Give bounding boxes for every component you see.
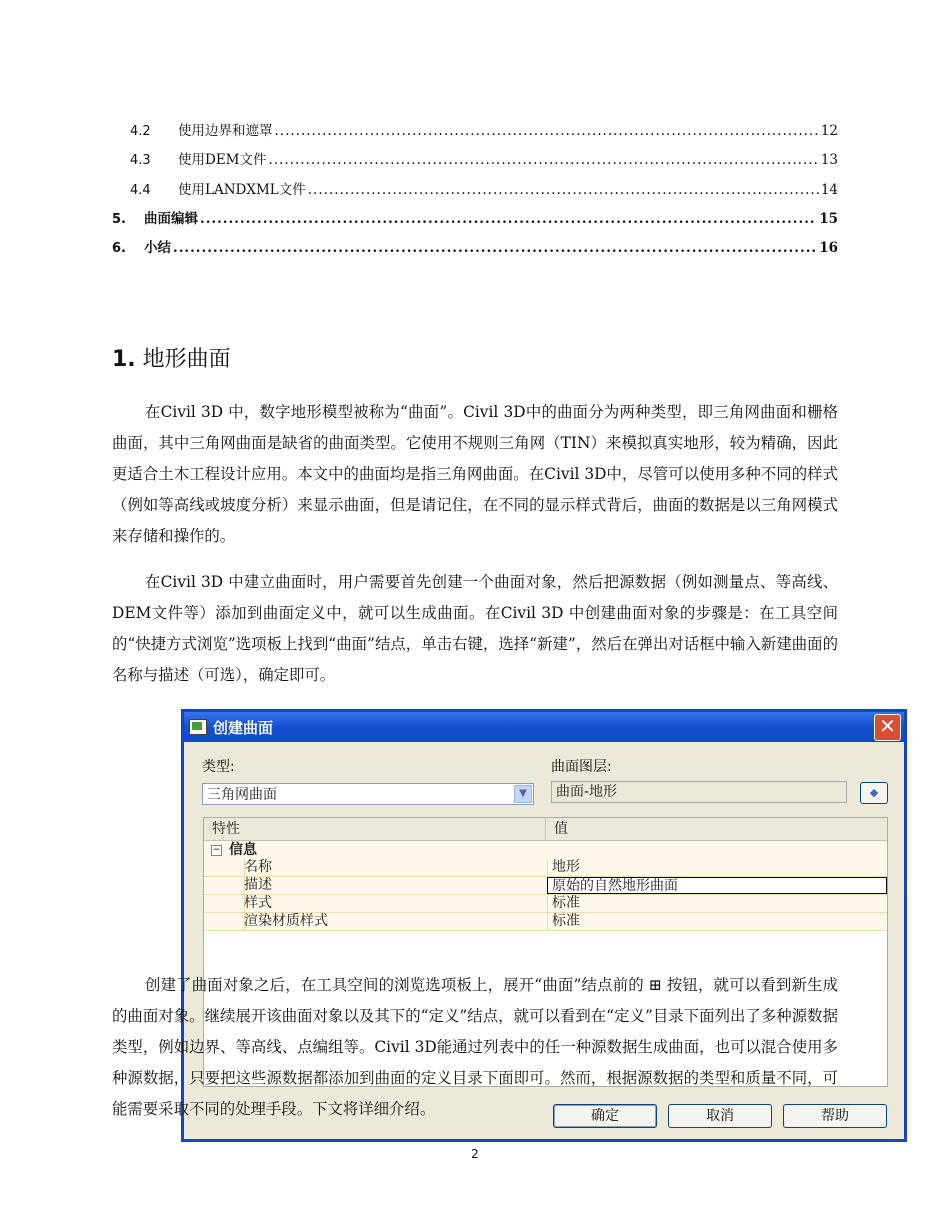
toc-number: 6. — [112, 241, 126, 256]
layer-picker-icon: ◆ — [869, 786, 879, 799]
app-icon — [189, 719, 207, 735]
type-select-value: 三角网曲面 — [207, 787, 277, 803]
toc-number: 4.2 — [130, 124, 151, 139]
column-header-property[interactable]: 特性 — [204, 818, 546, 840]
toc-leader — [173, 240, 817, 256]
column-header-value[interactable]: 值 — [554, 821, 568, 837]
help-button[interactable]: 帮助 — [783, 1104, 887, 1128]
layer-picker-button[interactable] — [860, 782, 888, 804]
toc-entry[interactable] — [112, 119, 838, 139]
toc-leader — [308, 182, 819, 198]
toc-leader — [200, 211, 817, 227]
toc-title: 使用DEM文件 — [178, 152, 267, 168]
property-value-editor[interactable]: 原始的自然地形曲面 — [547, 877, 887, 894]
cancel-button[interactable]: 取消 — [668, 1104, 772, 1128]
property-row[interactable] — [204, 913, 887, 931]
property-name: 名称 — [244, 859, 272, 875]
section-number: 1. — [112, 347, 136, 372]
property-row[interactable] — [204, 859, 887, 877]
property-value[interactable]: 标准 — [547, 913, 887, 930]
chevron-down-icon[interactable]: ▼ — [514, 785, 532, 803]
dialog-title: 创建曲面 — [213, 718, 274, 737]
category-label: 信息 — [229, 842, 257, 858]
paragraph-intro: 在Civil 3D 中，数字地形模型被称为“曲面”。Civil 3D中的曲面分为两种类型，即三角网曲面和栅格曲面，其中三角网曲面是缺省的曲面类型。它使用不规则三角网（TIN）来模拟真实地形，较为精确，因此更适合土木工程设计应用。本文中的曲面均是指三角网曲面。在Civil 3D中，尽管可以使用多种不同的样式（例如等高线或坡度分析）来显示曲面，但是请记住，在不同的显示样式背后，曲面的数据是以三角网模式来存储和操作的。 — [112, 403, 838, 545]
page-number: 2 — [471, 1147, 479, 1161]
toc-page: 15 — [819, 211, 838, 227]
section-heading — [112, 342, 231, 373]
property-row[interactable] — [204, 877, 887, 895]
layer-field — [551, 781, 847, 803]
toc-title: 曲面编辑 — [144, 211, 198, 227]
toc-entry[interactable] — [112, 236, 838, 256]
toc-title: 使用LANDXML文件 — [178, 182, 306, 198]
toc-page: 16 — [819, 240, 838, 256]
toc-page: 12 — [820, 123, 838, 139]
type-select[interactable] — [202, 783, 534, 805]
layer-value: 曲面-地形 — [556, 784, 618, 800]
layer-label: 曲面图层: — [551, 759, 612, 775]
paragraph-expand-surface: 创建了曲面对象之后，在工具空间的浏览选项板上，展开“曲面”结点前的 ⊞ 按钮，就可以看到新生成的曲面对象。继续展开该曲面对象以及其下的“定义”结点，就可以看到在“定义”目录下面列出了多种源数据类型，例如边界、等高线、点编组等。Civil 3D能通过列表中的任一种源数据生成曲面，也可以混合使用多种源数据，只要把这些源数据都添加到曲面的定义目录下面即可。然而，根据源数据的类型和质量不同，可能需要采取不同的处理手段。下文将详细介绍。 — [112, 976, 838, 1118]
close-button[interactable]: ✕ — [874, 714, 901, 741]
grid-header — [204, 818, 887, 841]
property-value[interactable]: 标准 — [547, 895, 887, 912]
collapse-icon[interactable]: − — [212, 845, 221, 855]
toc-title: 使用边界和遮罩 — [178, 123, 273, 139]
toc-number: 5. — [112, 212, 126, 227]
toc-number: 4.3 — [130, 153, 151, 168]
toc-leader — [269, 152, 819, 168]
section-title: 地形曲面 — [142, 347, 231, 372]
property-name: 样式 — [244, 895, 272, 911]
property-row[interactable] — [204, 895, 887, 913]
dialog-titlebar[interactable] — [184, 712, 904, 742]
toc-number: 4.4 — [130, 183, 151, 198]
toc-page: 14 — [820, 182, 838, 198]
toc-leader — [275, 123, 819, 139]
category-row[interactable] — [204, 841, 887, 859]
property-name: 描述 — [244, 877, 272, 893]
ok-button[interactable]: 确定 — [553, 1104, 657, 1128]
property-value[interactable]: 地形 — [547, 859, 887, 876]
type-label: 类型: — [202, 759, 235, 775]
property-name: 渲染材质样式 — [244, 913, 328, 929]
toc-title: 小结 — [144, 240, 171, 256]
toc-page: 13 — [820, 152, 838, 168]
toc-entry[interactable] — [112, 178, 838, 198]
paragraph-create-surface: 在Civil 3D 中建立曲面时，用户需要首先创建一个曲面对象，然后把源数据（例如测量点、等高线、DEM文件等）添加到曲面定义中，就可以生成曲面。在Civil 3D 中创建曲面对象的步骤是：在工具空间的“快捷方式浏览”选项板上找到“曲面”结点，单击右键，选择“新建”，然后在弹出对话框中输入新建曲面的名称与描述（可选），确定即可。 — [112, 573, 838, 684]
toc-entry[interactable] — [112, 148, 838, 168]
toc-entry[interactable] — [112, 207, 838, 227]
